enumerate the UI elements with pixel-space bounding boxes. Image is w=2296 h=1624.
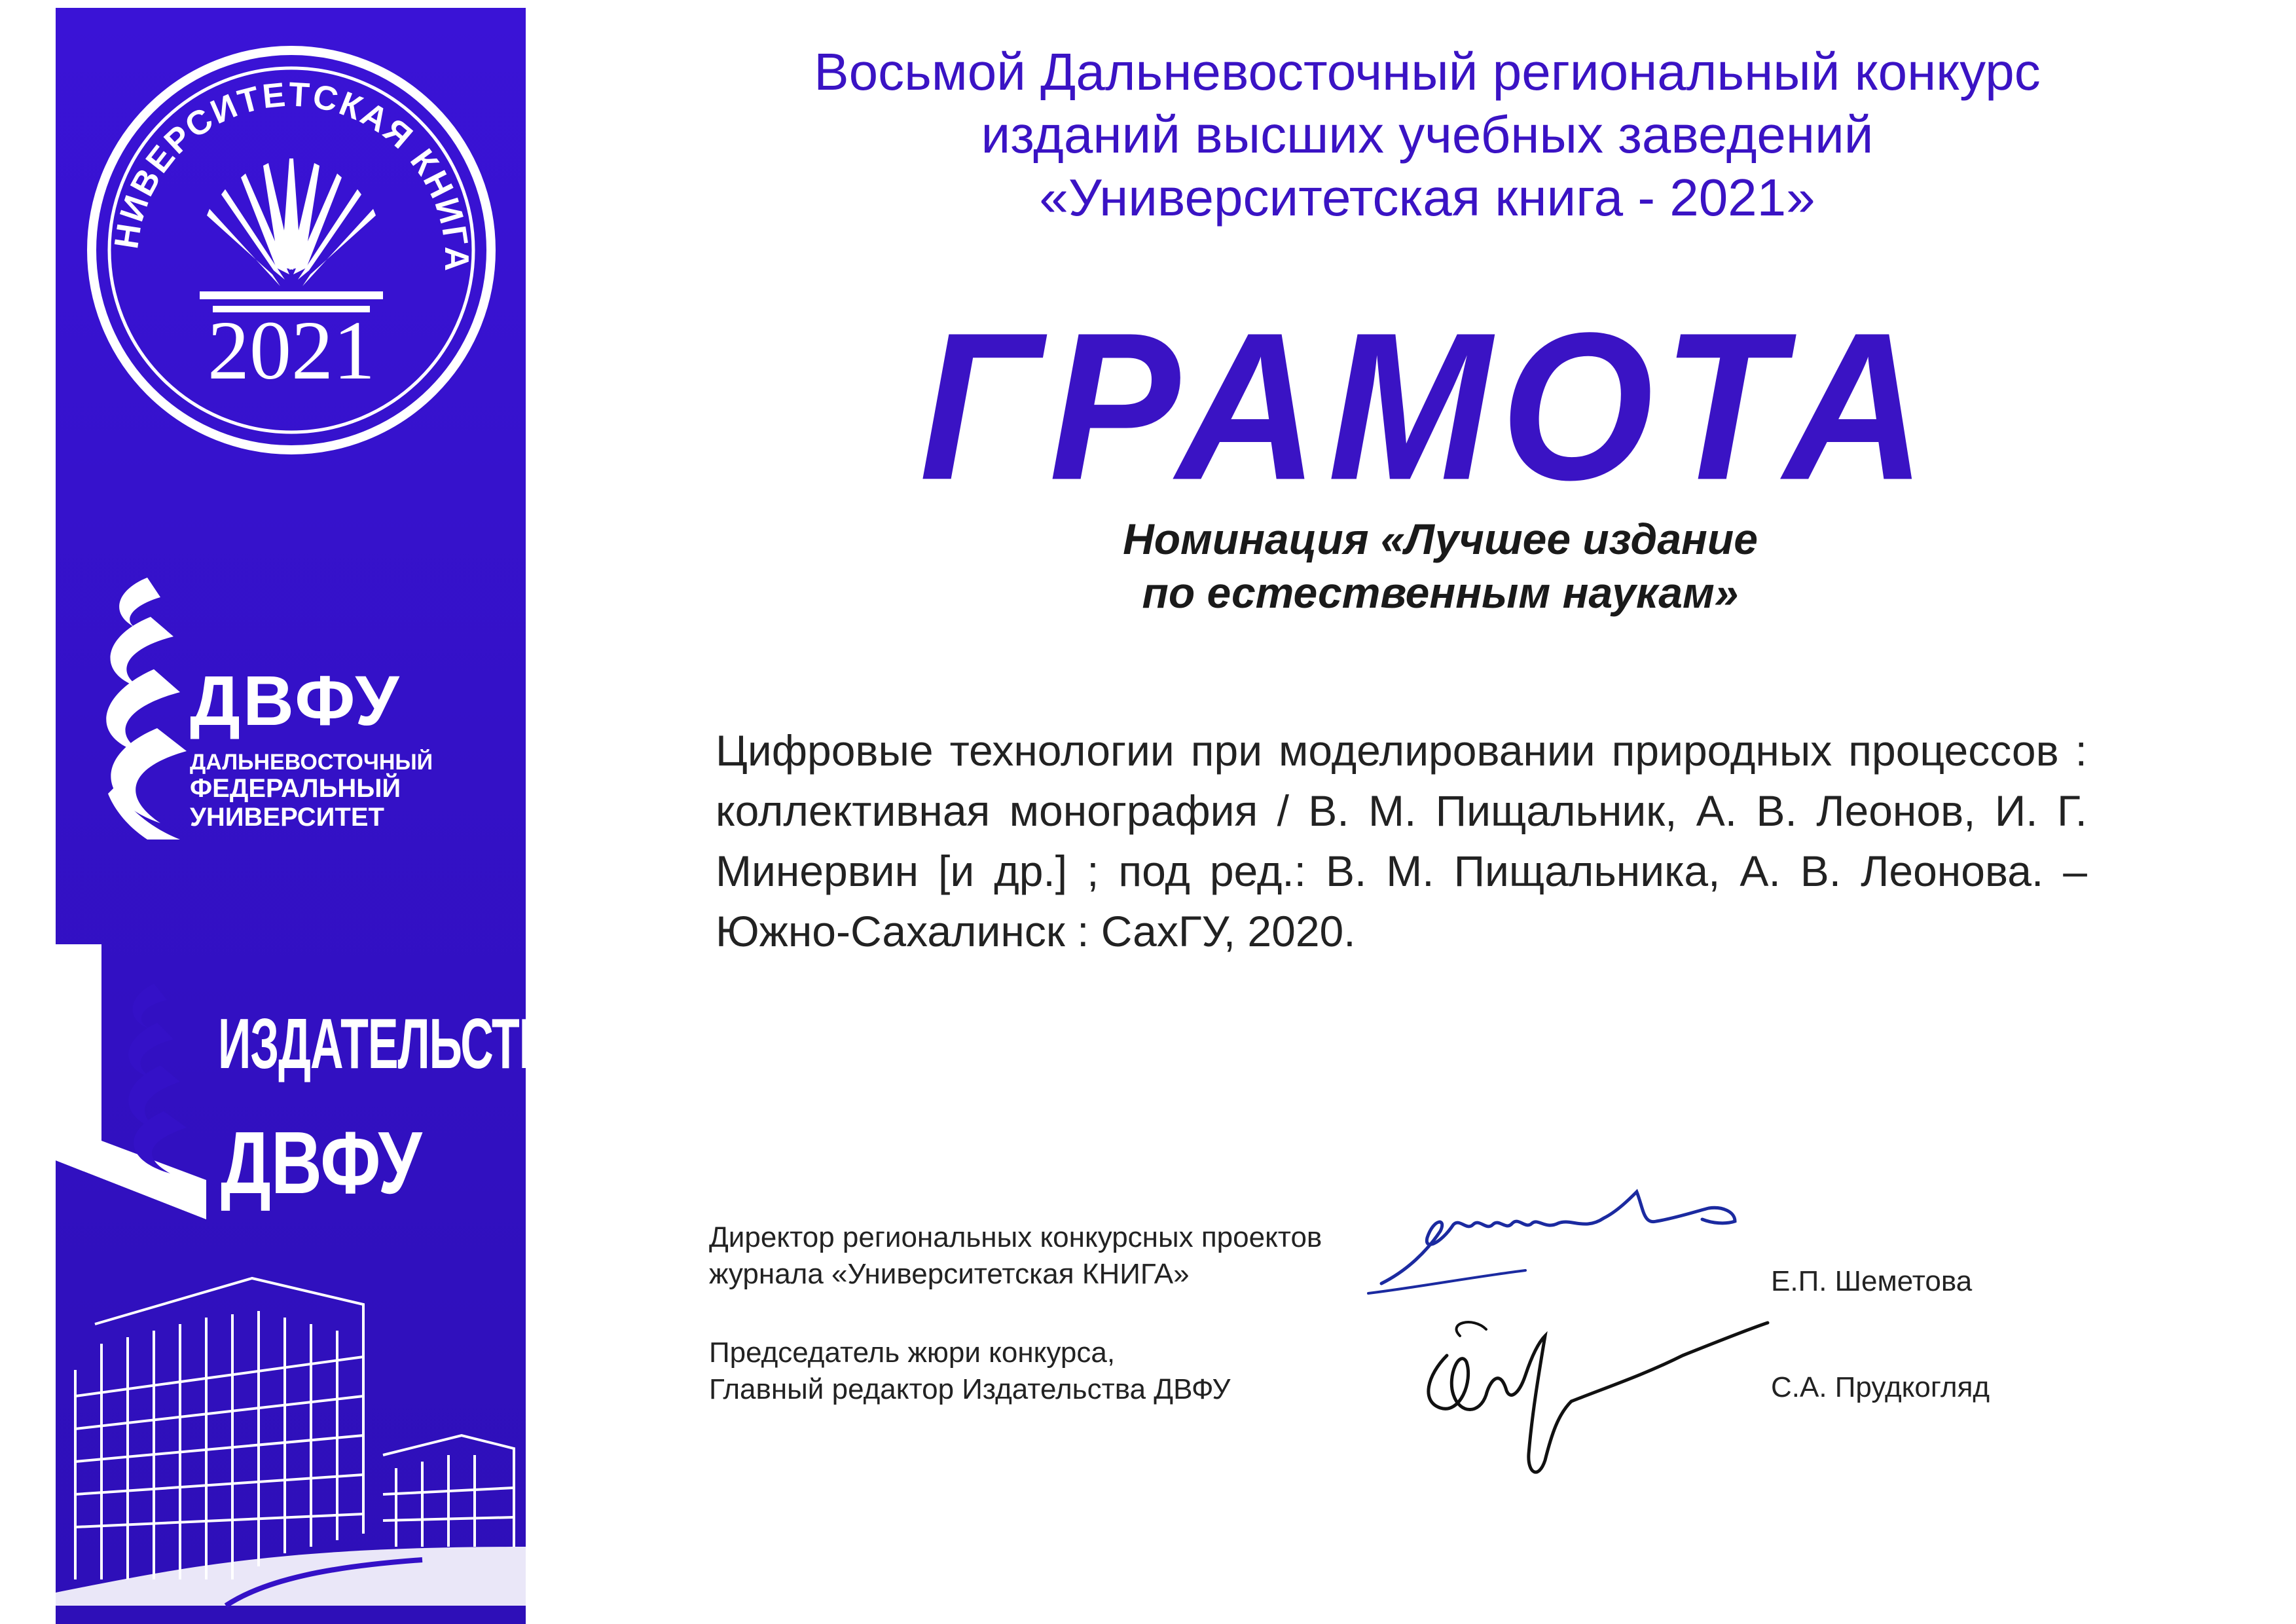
dvfu-logo bbox=[56, 571, 526, 846]
award-description: Цифровые технологии при моделировании природных процессов : коллективная монография / В. М. Пищальник, А. В. Леонов, И. Г. Минервин [и др.] ; под ред.: В. М. Пищальника, А. В. Леонова. – Южно-Сахалинск : СахГУ, 2020. bbox=[716, 726, 2087, 955]
emblem-year: 2021 bbox=[208, 304, 375, 397]
signatory-1-role-line1: Директор региональных конкурсных проектов bbox=[709, 1221, 1322, 1253]
dvfu-abbr: ДВФУ bbox=[190, 661, 402, 740]
header-line3: «Университетская книга - 2021» bbox=[1039, 168, 1815, 227]
campus-building-illustration bbox=[56, 1239, 526, 1606]
header-line1: Восьмой Дальневосточный региональный конкурс bbox=[814, 43, 2041, 101]
signature-1-handwriting bbox=[1368, 1172, 1748, 1303]
signatory-1-name: Е.П. Шеметова bbox=[1771, 1265, 1973, 1297]
university-book-emblem bbox=[85, 44, 498, 456]
sunburst-icon bbox=[200, 158, 383, 312]
signatory-2-role bbox=[709, 1335, 1230, 1408]
header-line2: изданий высших учебных заведений bbox=[981, 105, 1874, 164]
certificate-title: ГРАМОТА bbox=[919, 288, 1935, 524]
publisher-abbr: ДВФУ bbox=[221, 1113, 422, 1212]
signatory-1-role-line2: журнала «Университетская КНИГА» bbox=[709, 1258, 1190, 1290]
signatory-2-role-line1: Председатель жюри конкурса, bbox=[709, 1337, 1116, 1369]
publisher-book-icon bbox=[56, 944, 226, 1219]
dvfu-line2: ФЕДЕРАЛЬНЫЙ bbox=[190, 774, 401, 803]
signature-2-handwriting bbox=[1408, 1297, 1774, 1493]
signatory-2-role-line2: Главный редактор Издательства ДВФУ bbox=[709, 1373, 1231, 1405]
nomination-line2: по естественным наукам» bbox=[1142, 568, 1739, 617]
signatory-1-role bbox=[709, 1219, 1322, 1293]
publisher-word: ИЗДАТЕЛЬСТВО bbox=[218, 1004, 586, 1084]
dvfu-flame-icon bbox=[69, 571, 200, 846]
dvfu-line3: УНИВЕРСИТЕТ bbox=[190, 803, 384, 832]
nomination bbox=[851, 512, 2030, 619]
competition-header bbox=[615, 41, 2239, 229]
emblem-arc-text: НИВЕРСИТЕТСКАЯ КНИГА bbox=[107, 75, 476, 274]
nomination-line1: Номинация «Лучшее издание bbox=[1123, 515, 1758, 563]
signatory-2-name: С.А. Прудкогляд bbox=[1771, 1371, 1990, 1403]
left-banner bbox=[56, 8, 586, 1624]
publisher-logo bbox=[56, 944, 586, 1219]
dvfu-line1: ДАЛЬНЕВОСТОЧНЫЙ bbox=[190, 750, 433, 775]
